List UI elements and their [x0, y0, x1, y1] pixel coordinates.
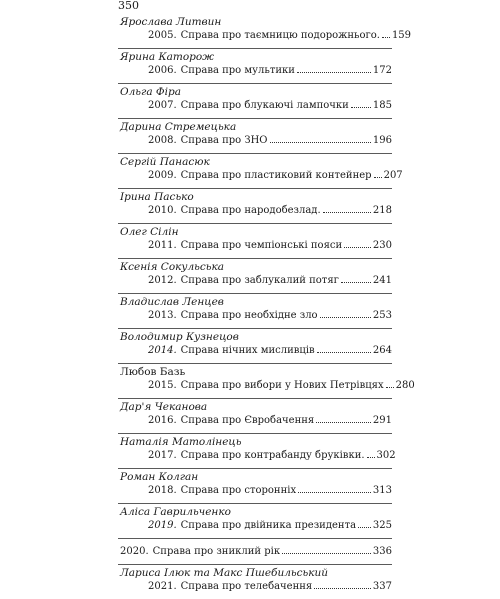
entry-author: Лариса Ілюк та Макс Пшебильський: [120, 567, 329, 579]
entry-page: 336: [372, 546, 392, 557]
entry-page: 207: [383, 170, 403, 181]
entry-page: 230: [372, 240, 392, 251]
entry-title: Справа про телебачення: [180, 581, 313, 592]
entry-page: 280: [395, 380, 415, 391]
entry-line[interactable]: [118, 274, 392, 287]
dot-leader: [374, 177, 382, 178]
toc-entry: [118, 154, 403, 189]
entry-author: Владислав Ленцев: [120, 296, 224, 308]
entry-author: Ярина Каторож: [120, 51, 215, 63]
page-number: 350: [118, 0, 139, 12]
entry-year: 2016.: [148, 415, 177, 426]
entry-line[interactable]: [118, 99, 392, 112]
entry-title: Справа про заблукалий потяг: [180, 275, 339, 286]
dot-leader: [351, 107, 371, 108]
entry-page: 291: [372, 415, 392, 426]
entry-title: Справа про необхідне зло: [180, 310, 318, 321]
entry-line[interactable]: [118, 379, 415, 392]
entry-line[interactable]: [118, 484, 392, 497]
toc-entry: [118, 434, 396, 469]
toc-entry: [118, 364, 415, 399]
entry-year: 2012.: [148, 275, 177, 286]
entry-year: 2015.: [148, 380, 177, 391]
entry-title: Справа нічних мисливців: [180, 345, 315, 356]
entry-author: Ірина Пасько: [120, 191, 194, 203]
entry-page: 196: [372, 135, 392, 146]
entry-author: Володимир Кузнецов: [120, 331, 239, 343]
toc-entry: [118, 49, 392, 84]
dot-leader: [298, 492, 371, 493]
dot-leader: [320, 317, 371, 318]
entry-year: 2013.: [148, 310, 177, 321]
toc-entry: [118, 119, 392, 154]
entry-author: Ксенія Сокульська: [120, 261, 225, 273]
dot-leader: [314, 588, 371, 589]
entry-title: Справа про чемпіонські пояси: [180, 240, 343, 251]
entry-line[interactable]: [118, 449, 396, 462]
entry-page: 313: [372, 485, 392, 496]
dot-leader: [386, 387, 394, 388]
entry-line[interactable]: [118, 541, 392, 558]
toc-entry: [118, 224, 392, 259]
entry-year: 2008.: [148, 135, 177, 146]
entry-title: Справа про блукаючі лампочки: [180, 100, 349, 111]
entry-title: Справа про вибори у Нових Петрівцях: [180, 380, 384, 391]
entry-line[interactable]: [118, 519, 392, 532]
dot-leader: [297, 72, 371, 73]
dot-leader: [367, 457, 375, 458]
toc-entry: [118, 469, 392, 504]
entry-line[interactable]: [118, 344, 392, 357]
entry-author: Сергій Панасюк: [120, 156, 210, 168]
dot-leader: [282, 553, 371, 554]
toc-entry: [118, 504, 392, 539]
toc-entry: [118, 329, 392, 364]
entry-line[interactable]: [118, 134, 392, 147]
toc-entry: [118, 259, 392, 294]
dot-leader: [317, 352, 371, 353]
dot-leader: [323, 212, 371, 213]
entry-author: Любов Базь: [120, 366, 186, 378]
entry-title: Справа про двійника президента: [180, 520, 357, 531]
entry-year: 2006.: [148, 65, 177, 76]
dot-leader: [344, 247, 371, 248]
dot-leader: [341, 282, 371, 283]
entry-year: 2014.: [148, 345, 177, 356]
entry-line[interactable]: [118, 29, 412, 42]
entry-year: 2017.: [148, 450, 177, 461]
entry-year: 2011.: [148, 240, 177, 251]
entry-year: 2021.: [148, 581, 177, 592]
entry-line[interactable]: [118, 309, 392, 322]
entry-year: 2007.: [148, 100, 177, 111]
entry-page: 337: [372, 581, 392, 592]
entry-title: Справа про контрабанду бруківки.: [180, 450, 365, 461]
entry-year: 2019.: [148, 520, 177, 531]
entry-line[interactable]: [118, 169, 403, 182]
toc-entry: [118, 189, 392, 224]
toc-entry: [118, 565, 392, 599]
entry-page: 172: [372, 65, 392, 76]
entry-author: Дарина Стремецька: [120, 121, 237, 133]
entry-page: 325: [372, 520, 392, 531]
entry-page: 159: [391, 30, 412, 41]
entry-page: 253: [372, 310, 392, 321]
toc-entry: [118, 84, 392, 119]
entry-page: 185: [372, 100, 392, 111]
entry-year: 2010.: [148, 205, 177, 216]
entry-title: Справа про таємницю подорожнього.: [180, 30, 380, 41]
entry-line[interactable]: [118, 204, 392, 217]
entry-line[interactable]: [118, 64, 392, 77]
entry-author: Аліса Гаврильченко: [120, 506, 231, 518]
dot-leader: [382, 37, 390, 38]
toc-entry: [118, 294, 392, 329]
entry-title: Справа про народобезлад.: [180, 205, 321, 216]
toc-entry: [118, 14, 412, 49]
entry-page: 241: [372, 275, 392, 286]
entry-author: Наталія Матолінець: [120, 436, 242, 448]
table-of-contents: [118, 14, 415, 599]
entry-line[interactable]: [118, 239, 392, 252]
dot-leader: [270, 142, 371, 143]
entry-author: Ольга Фіра: [120, 86, 181, 98]
entry-author: Ярослава Литвин: [120, 16, 222, 28]
entry-year: 2009.: [148, 170, 177, 181]
entry-page: 218: [372, 205, 392, 216]
entry-year: 2018.: [148, 485, 177, 496]
entry-title: Справа про Євробачення: [180, 415, 315, 426]
entry-year: 2020.: [120, 546, 149, 557]
entry-page: 264: [372, 345, 392, 356]
entry-title: Справа про мультики: [180, 65, 295, 76]
entry-title: Справа про ЗНО: [180, 135, 268, 146]
entry-title: Справа про зниклий рік: [152, 546, 281, 557]
entry-page: 302: [376, 450, 396, 461]
entry-author: Олег Сілін: [120, 226, 179, 238]
toc-entry: [118, 399, 392, 434]
toc-entry: [118, 539, 392, 565]
entry-line[interactable]: [118, 580, 392, 593]
entry-author: Дар'я Чеканова: [120, 401, 208, 413]
dot-leader: [358, 527, 371, 528]
entry-author: Роман Колган: [120, 471, 199, 483]
dot-leader: [316, 422, 371, 423]
entry-title: Справа про пластиковий контейнер: [180, 170, 372, 181]
entry-title: Справа про сторонніх: [180, 485, 297, 496]
entry-line[interactable]: [118, 414, 392, 427]
entry-year: 2005.: [148, 30, 177, 41]
